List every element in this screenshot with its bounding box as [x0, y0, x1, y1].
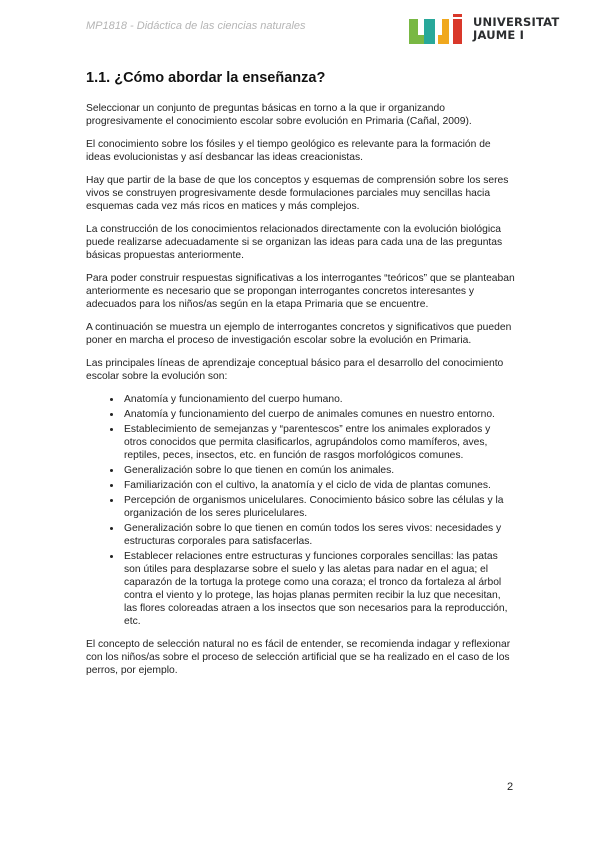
list-item: • Establecer relaciones entre estructuras y funciones corporales sencillas: las patas son útiles para desplazarse sobre el suelo y las aletas para nadar en el agua; el caparazón de la tortuga la protege como una coraza; el tronco da fortaleza al árbol contra el viento y lo protege, las hojas planas permiten recibir la luz que necesitan, las flores coloreadas atraen a los insectos que son necesarios para la reproducción, etc.: [122, 550, 516, 628]
list-item: • Percepción de organismos unicelulares. Conocimiento básico sobre las células y la organización de los seres pluricelulares.: [122, 494, 516, 520]
paragraph: Las principales líneas de aprendizaje conceptual básico para el desarrollo del conocimiento escolar sobre la evolución son:: [86, 358, 504, 382]
closing-paragraph: El concepto de selección natural no es fácil de entender, se recomienda indagar y reflexionar con los niños/as sobre el proceso de selección artificial que se ha realizado en el caso de los perros, por ejemplo.: [86, 639, 511, 676]
paragraph: Hay que partir de la base de que los conceptos y esquemas de comprensión sobre los seres vivos se construyen progresivamente desde formulaciones parciales muy sencillas hacia esquemas cada vez más ricos en matices y más complejos.: [86, 175, 509, 212]
list-item: • Familiarización con el cultivo, la anatomía y el ciclo de vida de plantas comunes.: [122, 479, 516, 492]
paragraph: El conocimiento sobre los fósiles y el tiempo geológico es relevante para la formación de ideas evolucionistas y así desbancar las ideas creacionistas.: [86, 139, 491, 163]
university-logo: [409, 14, 559, 44]
paragraph: Seleccionar un conjunto de preguntas básicas en torno a la que ir organizando progresivamente el conocimiento escolar sobre evolución en Primaria (Cañal, 2009).: [86, 103, 472, 127]
list-item: • Generalización sobre lo que tienen en común los animales.: [122, 464, 516, 477]
paragraph: Para poder construir respuestas significativas a los interrogantes “teóricos” que se planteaban anteriormente es necesario que se propongan interrogantes concretos interesantes y adecuados para los niños/as según en la etapa Primaria que se encuentre.: [86, 273, 515, 310]
list-item: • Establecimiento de semejanzas y “parentescos” entre los animales explorados y otros conocidos que permita clasificarlos, agrupándolos como mamíferos, aves, reptiles, peces, insectos, etc. en función de rasgos morfológicos comunes.: [122, 423, 516, 462]
course-header: MP1818 - Didáctica de las ciencias naturales: [86, 20, 306, 32]
logo-wordmark: [473, 16, 559, 42]
logo-line-2: JAUME I: [473, 28, 525, 42]
list-item: • Anatomía y funcionamiento del cuerpo de animales comunes en nuestro entorno.: [122, 408, 516, 421]
learning-lines-list: [86, 393, 516, 628]
main-content: [86, 70, 516, 687]
section-title: 1.1. ¿Cómo abordar la enseñanza?: [86, 70, 326, 86]
paragraph: La construcción de los conocimientos relacionados directamente con la evolución biológica puede realizarse adecuadamente si se organizan las ideas para cada una de las preguntas básicas propuestas anteriormente.: [86, 224, 503, 261]
list-item: • Generalización sobre lo que tienen en común todos los seres vivos: necesidades y estructuras corporales para satisfacerlas.: [122, 522, 516, 548]
page-number: 2: [507, 781, 514, 793]
paragraph: A continuación se muestra un ejemplo de interrogantes concretos y significativos que pueden poner en marcha el proceso de investigación escolar sobre la evolución en Primaria.: [86, 322, 512, 346]
list-item: • Anatomía y funcionamiento del cuerpo humano.: [122, 393, 516, 406]
uji-logo-icon: [409, 14, 467, 44]
logo-line-1: UNIVERSITAT: [473, 15, 560, 29]
